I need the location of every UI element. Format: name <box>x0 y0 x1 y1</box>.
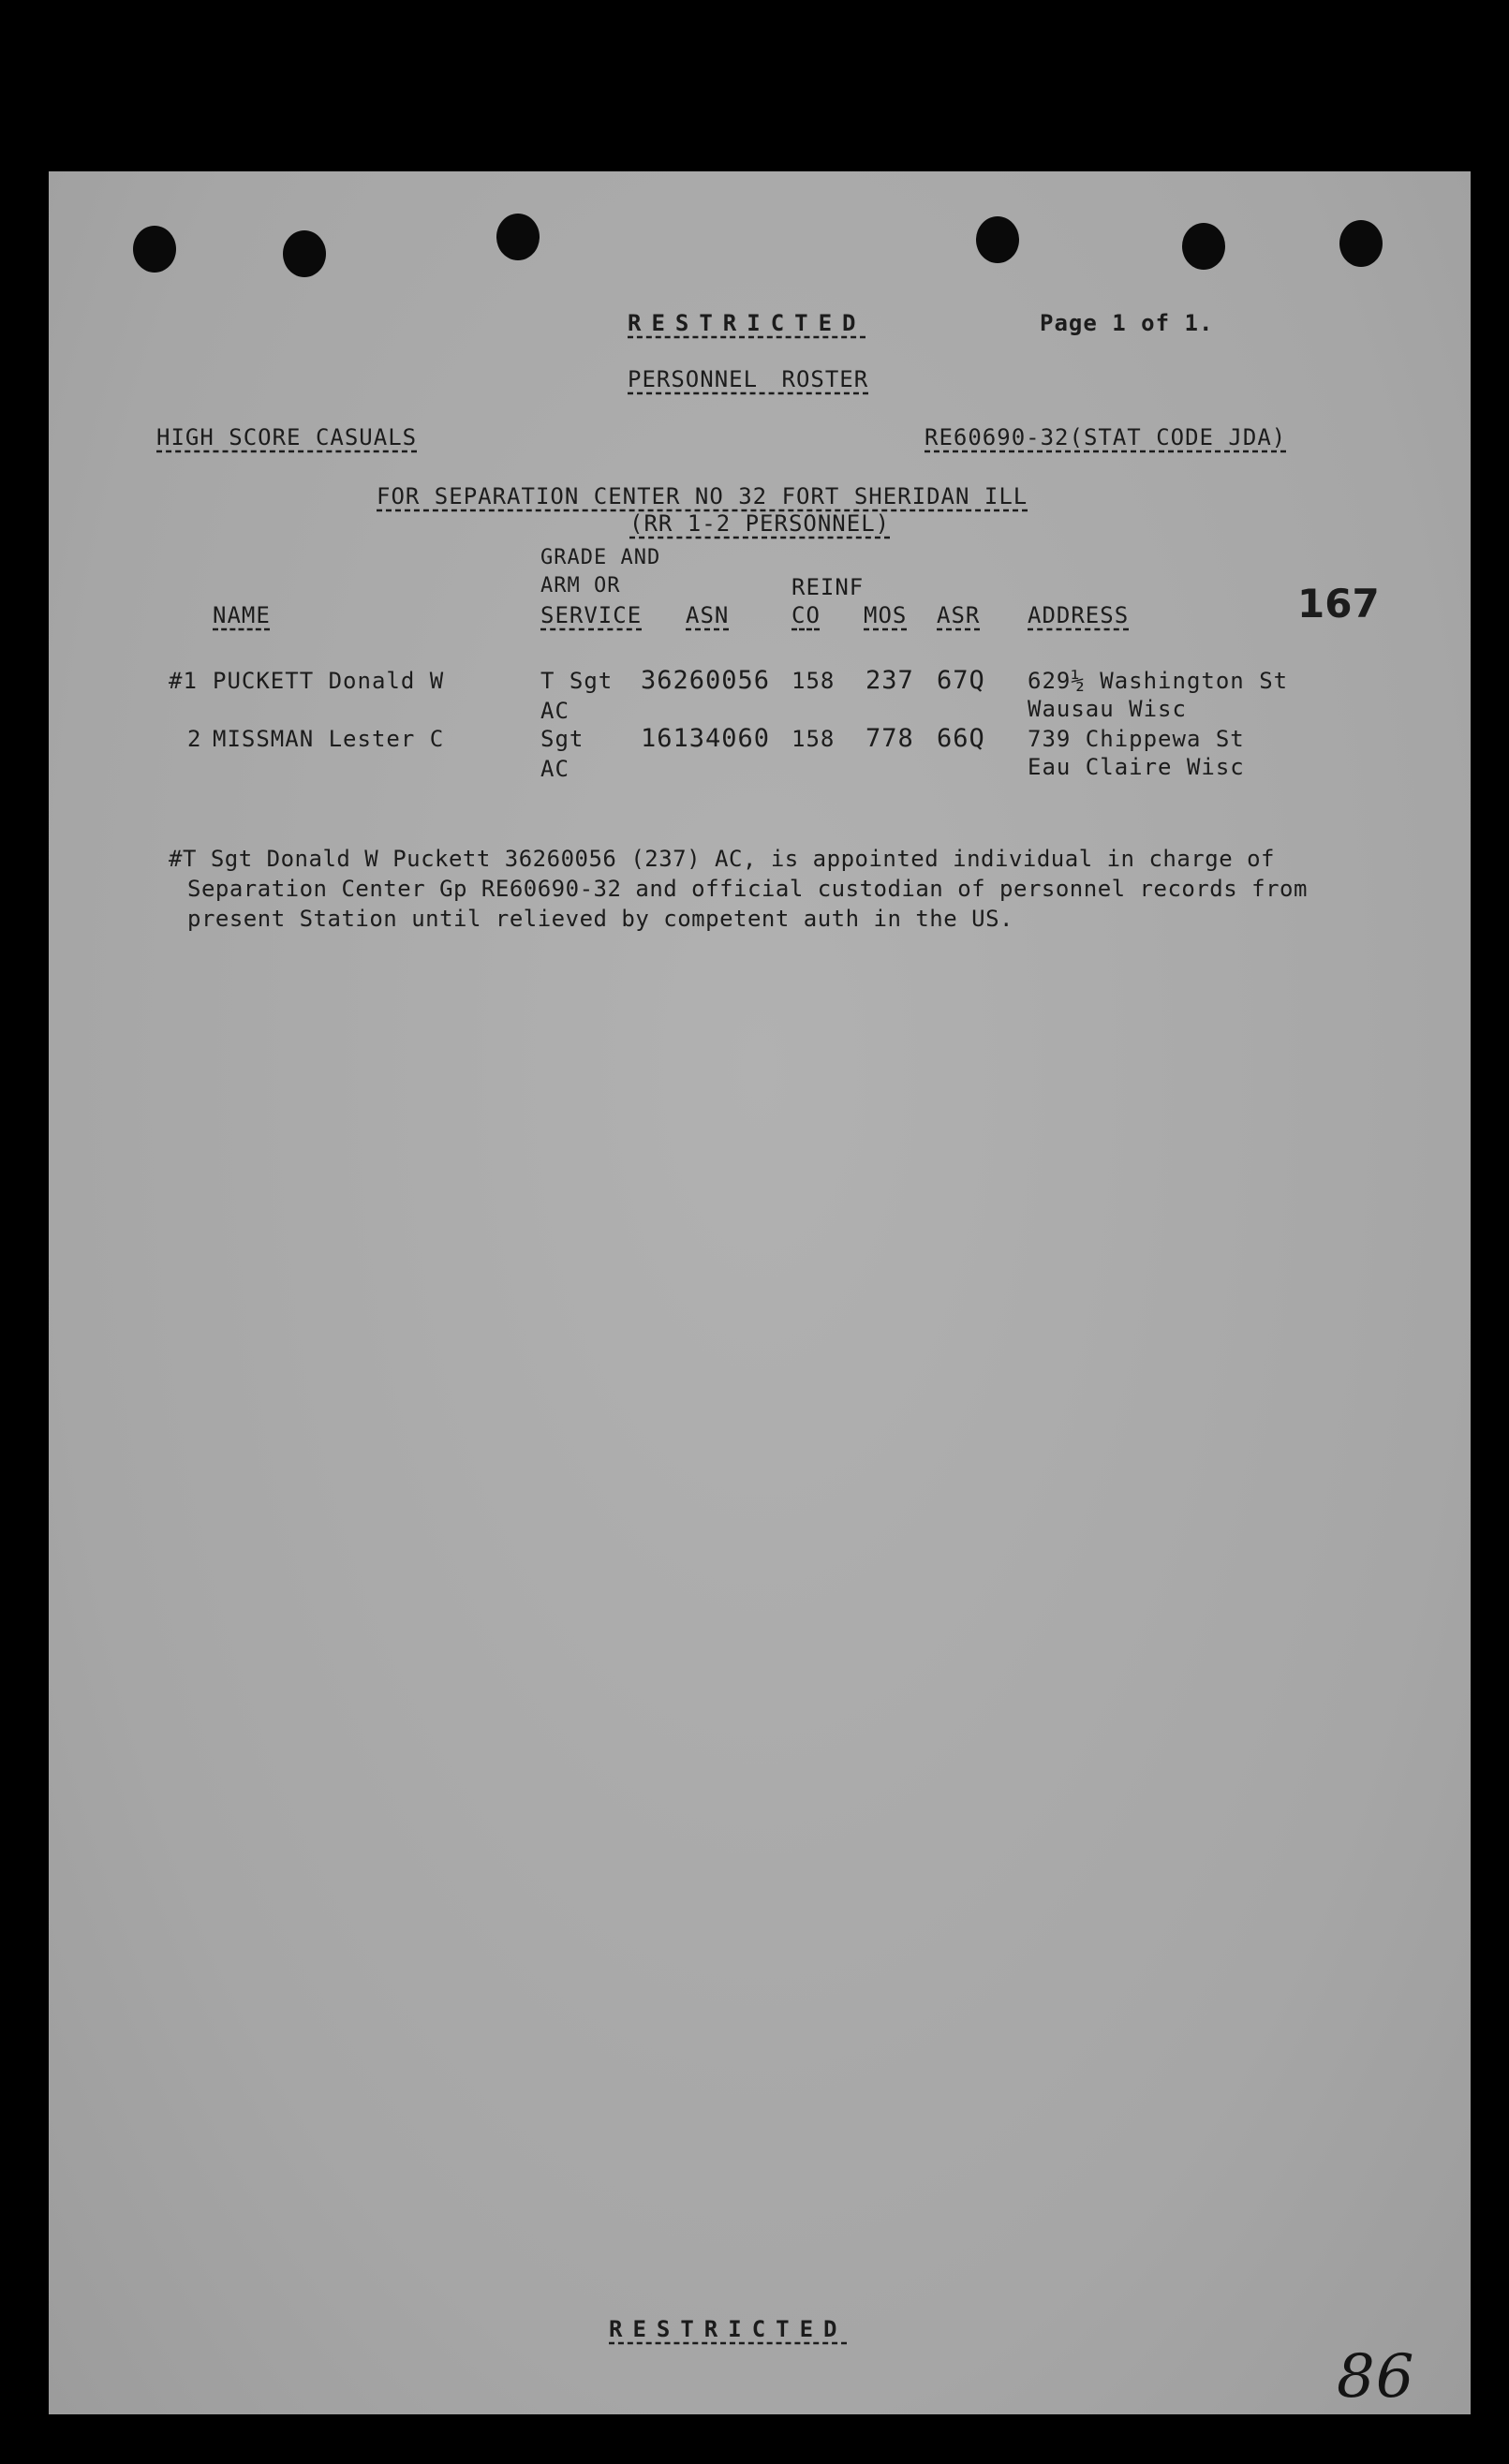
handwritten-page-number: 86 <box>1337 2342 1415 2412</box>
row-mos: 778 <box>865 724 914 753</box>
col-header-name: NAME <box>213 602 271 628</box>
row-address-line1: 739 Chippewa St <box>1028 726 1245 752</box>
note-line: present Station until relieved by competent auth in the US. <box>187 906 1014 932</box>
stamp-number: 167 <box>1297 581 1380 627</box>
col-header-co: CO <box>791 602 821 628</box>
row-grade: T Sgt <box>540 668 614 694</box>
punch-hole <box>496 214 540 260</box>
page-indicator: Page 1 of 1. <box>1040 310 1214 336</box>
document-title: PERSONNEL ROSTER <box>628 366 869 392</box>
col-header-asr: ASR <box>937 602 981 628</box>
col-header-grade-2: ARM OR <box>540 574 621 598</box>
col-header-grade-1: GRADE AND <box>540 546 661 569</box>
col-header-reinf: REINF <box>791 574 865 600</box>
row-name: PUCKETT Donald W <box>213 668 445 694</box>
row-asn: 36260056 <box>641 666 771 695</box>
row-arm: AC <box>540 698 570 724</box>
punch-hole <box>283 230 326 277</box>
row-co: 158 <box>791 726 836 752</box>
row-asr: 66Q <box>937 724 985 753</box>
row-number: 2 <box>187 726 202 752</box>
row-address-line2: Eau Claire Wisc <box>1028 754 1245 780</box>
punch-hole <box>1182 223 1225 270</box>
row-co: 158 <box>791 668 836 694</box>
row-address-line1: 629½ Washington St <box>1028 668 1289 694</box>
destination-subline: (RR 1-2 PERSONNEL) <box>629 510 891 537</box>
col-header-asn: ASN <box>686 602 730 628</box>
row-address-line2: Wausau Wisc <box>1028 696 1187 722</box>
punch-hole <box>133 226 176 273</box>
col-header-mos: MOS <box>864 602 908 628</box>
note-line: Separation Center Gp RE60690-32 and official custodian of personnel records from <box>187 876 1308 902</box>
punch-hole <box>1339 220 1383 267</box>
row-mos: 237 <box>865 666 914 695</box>
row-number: #1 <box>169 668 198 694</box>
row-grade: Sgt <box>540 726 584 752</box>
row-name: MISSMAN Lester C <box>213 726 445 752</box>
destination-line: FOR SEPARATION CENTER NO 32 FORT SHERIDAN ILL <box>377 483 1028 509</box>
row-asn: 16134060 <box>641 724 771 753</box>
roster-label: HIGH SCORE CASUALS <box>156 424 418 450</box>
roster-code: RE60690-32(STAT CODE JDA) <box>925 424 1287 450</box>
note-line: #T Sgt Donald W Puckett 36260056 (237) AC, is appointed individual in charge of <box>169 846 1275 872</box>
punch-hole <box>976 216 1019 263</box>
col-header-grade-3: SERVICE <box>540 602 643 628</box>
row-arm: AC <box>540 756 570 782</box>
document-page <box>49 171 1471 2414</box>
row-asr: 67Q <box>937 666 985 695</box>
col-header-address: ADDRESS <box>1028 602 1130 628</box>
classification-top: RESTRICTED <box>628 310 866 336</box>
classification-bottom: RESTRICTED <box>609 2316 848 2342</box>
